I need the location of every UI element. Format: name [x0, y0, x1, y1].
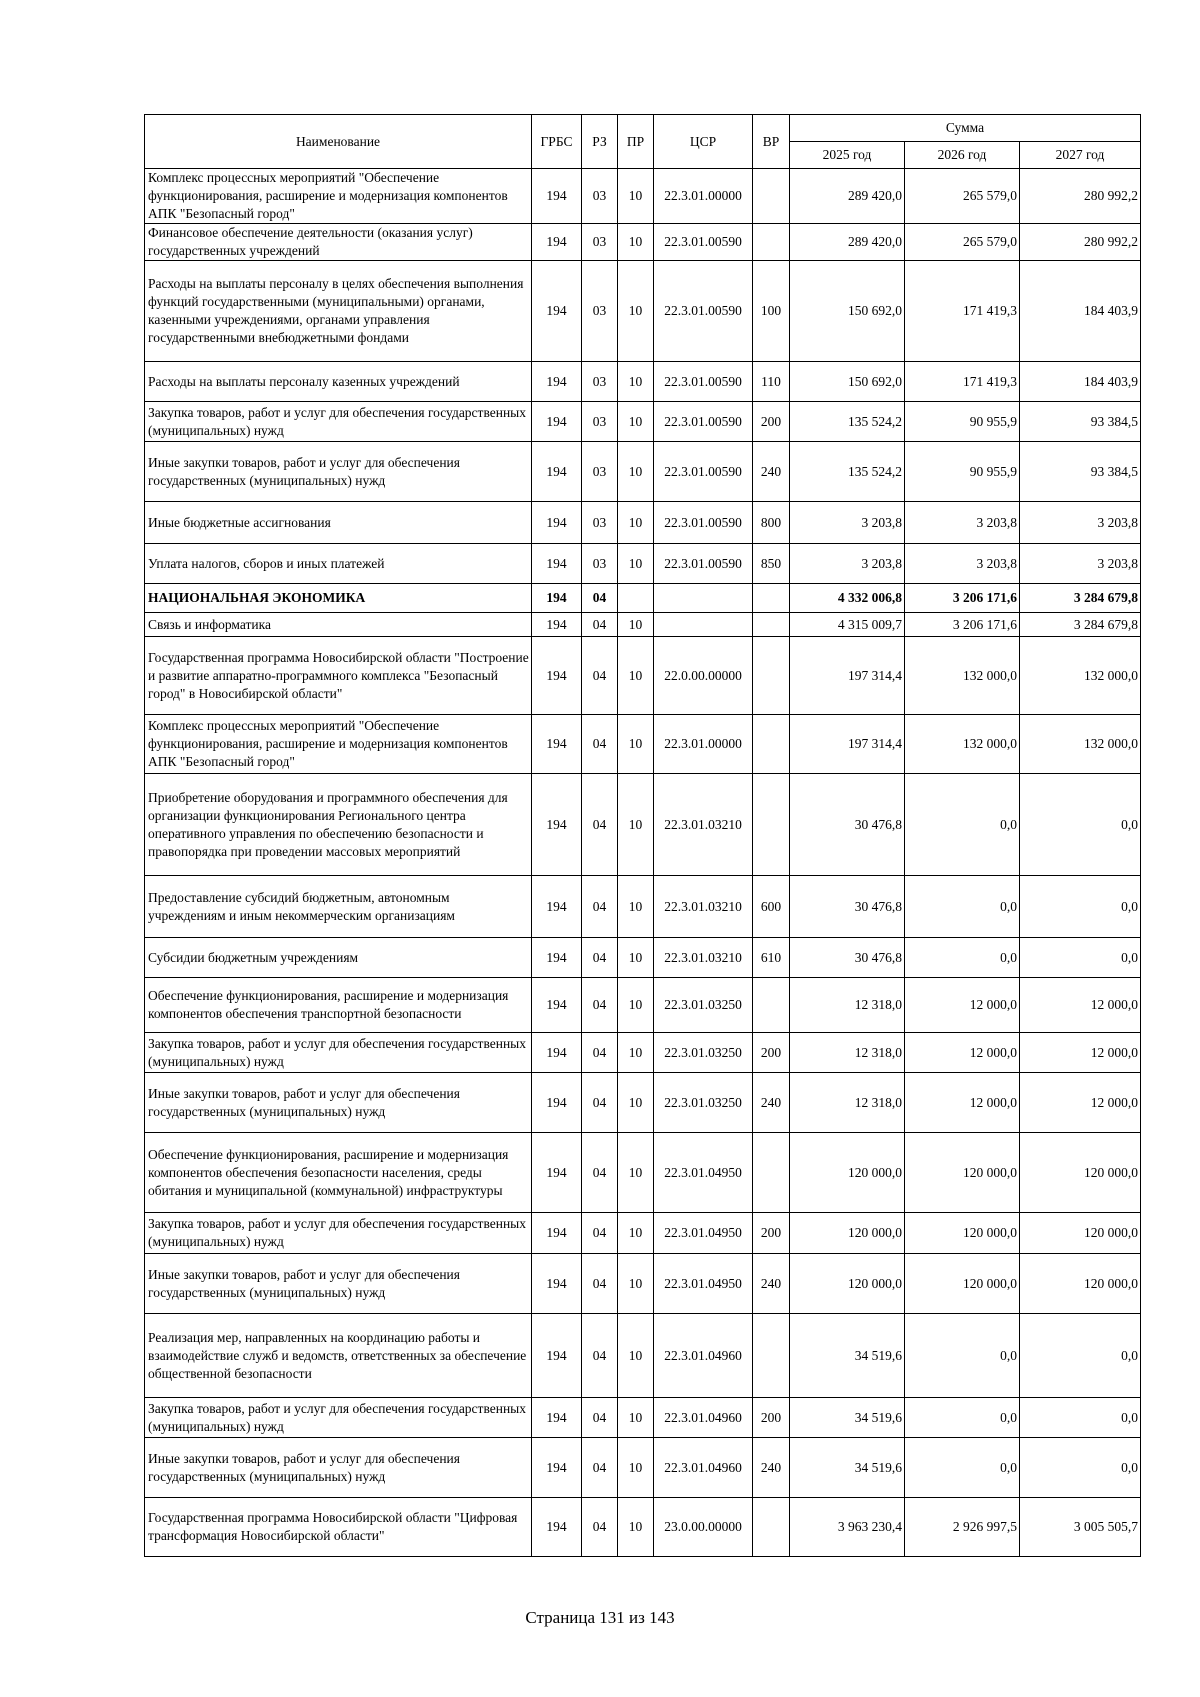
- row-sum-2025-cell: 135 524,2: [790, 442, 905, 502]
- row-grbs-cell: 194: [532, 362, 582, 402]
- row-sum-2025-cell: 197 314,4: [790, 715, 905, 774]
- row-grbs-cell: 194: [532, 876, 582, 938]
- row-sum-2025-cell: 3 203,8: [790, 544, 905, 584]
- row-csr-cell: 22.3.01.00590: [654, 502, 753, 544]
- row-pr-cell: 10: [618, 224, 654, 261]
- row-vr-cell: 800: [753, 502, 790, 544]
- row-sum-2026-cell: 132 000,0: [905, 715, 1020, 774]
- header-sum: Сумма: [790, 115, 1141, 142]
- row-rz-cell: 04: [582, 1213, 618, 1254]
- row-vr-cell: 110: [753, 362, 790, 402]
- row-vr-cell: [753, 637, 790, 715]
- row-name-cell: Иные закупки товаров, работ и услуг для обеспечения государственных (муниципальных) нужд: [145, 1254, 532, 1314]
- row-name-cell: Иные бюджетные ассигнования: [145, 502, 532, 544]
- row-vr-cell: 850: [753, 544, 790, 584]
- row-csr-cell: 22.3.01.00590: [654, 362, 753, 402]
- table-row: [145, 1213, 1141, 1254]
- row-sum-2025-cell: 12 318,0: [790, 1033, 905, 1073]
- row-vr-cell: 240: [753, 1438, 790, 1498]
- row-pr-cell: 10: [618, 637, 654, 715]
- row-grbs-cell: 194: [532, 584, 582, 613]
- row-rz-cell: 03: [582, 502, 618, 544]
- row-rz-cell: 03: [582, 544, 618, 584]
- header-rz: РЗ: [582, 115, 618, 169]
- row-sum-2026-cell: 0,0: [905, 1314, 1020, 1398]
- row-sum-2025-cell: 120 000,0: [790, 1254, 905, 1314]
- row-csr-cell: [654, 584, 753, 613]
- table-row: [145, 1254, 1141, 1314]
- row-sum-2027-cell: 93 384,5: [1020, 402, 1141, 442]
- row-sum-2027-cell: 132 000,0: [1020, 715, 1141, 774]
- row-csr-cell: 22.3.01.04960: [654, 1438, 753, 1498]
- row-sum-2027-cell: 12 000,0: [1020, 1033, 1141, 1073]
- table-row: [145, 876, 1141, 938]
- row-sum-2026-cell: 0,0: [905, 876, 1020, 938]
- row-csr-cell: 22.3.01.03250: [654, 978, 753, 1033]
- row-rz-cell: 04: [582, 774, 618, 876]
- row-vr-cell: 610: [753, 938, 790, 978]
- row-sum-2026-cell: 171 419,3: [905, 261, 1020, 362]
- table-row: [145, 261, 1141, 362]
- row-pr-cell: 10: [618, 362, 654, 402]
- row-sum-2027-cell: 3 203,8: [1020, 544, 1141, 584]
- row-pr-cell: 10: [618, 774, 654, 876]
- row-rz-cell: 04: [582, 1498, 618, 1557]
- row-sum-2026-cell: 3 206 171,6: [905, 613, 1020, 637]
- row-sum-2025-cell: 12 318,0: [790, 978, 905, 1033]
- row-sum-2026-cell: 120 000,0: [905, 1133, 1020, 1213]
- row-grbs-cell: 194: [532, 978, 582, 1033]
- row-sum-2025-cell: 150 692,0: [790, 261, 905, 362]
- row-rz-cell: 03: [582, 261, 618, 362]
- row-sum-2026-cell: 12 000,0: [905, 1073, 1020, 1133]
- row-name-cell: Расходы на выплаты персоналу в целях обеспечения выполнения функций государственными (муниципальными) органами, казенными учреждениями, органами управления государственными внебюджетными фондами: [145, 261, 532, 362]
- budget-table-container: [144, 114, 1140, 1557]
- table-body: [145, 169, 1141, 1557]
- row-csr-cell: 22.3.01.00000: [654, 169, 753, 224]
- row-grbs-cell: 194: [532, 402, 582, 442]
- row-sum-2027-cell: 120 000,0: [1020, 1213, 1141, 1254]
- row-pr-cell: 10: [618, 1133, 654, 1213]
- row-sum-2025-cell: 4 315 009,7: [790, 613, 905, 637]
- row-name-cell: Иные закупки товаров, работ и услуг для обеспечения государственных (муниципальных) нужд: [145, 1438, 532, 1498]
- row-sum-2026-cell: 90 955,9: [905, 402, 1020, 442]
- row-sum-2027-cell: 280 992,2: [1020, 169, 1141, 224]
- row-sum-2026-cell: 265 579,0: [905, 224, 1020, 261]
- row-sum-2027-cell: 0,0: [1020, 1314, 1141, 1398]
- row-rz-cell: 04: [582, 1398, 618, 1438]
- row-sum-2027-cell: 120 000,0: [1020, 1254, 1141, 1314]
- row-rz-cell: 04: [582, 1314, 618, 1398]
- row-sum-2026-cell: 120 000,0: [905, 1254, 1020, 1314]
- row-sum-2027-cell: 0,0: [1020, 774, 1141, 876]
- row-pr-cell: 10: [618, 261, 654, 362]
- row-csr-cell: 22.3.01.03250: [654, 1073, 753, 1133]
- table-row: [145, 224, 1141, 261]
- row-sum-2025-cell: 289 420,0: [790, 169, 905, 224]
- row-pr-cell: 10: [618, 1073, 654, 1133]
- row-sum-2027-cell: 280 992,2: [1020, 224, 1141, 261]
- row-name-cell: Финансовое обеспечение деятельности (оказания услуг) государственных учреждений: [145, 224, 532, 261]
- row-csr-cell: 22.3.01.03250: [654, 1033, 753, 1073]
- table-row: [145, 774, 1141, 876]
- row-rz-cell: 04: [582, 1073, 618, 1133]
- row-sum-2027-cell: 132 000,0: [1020, 637, 1141, 715]
- row-name-cell: Связь и информатика: [145, 613, 532, 637]
- header-year-2025: 2025 год: [790, 142, 905, 169]
- row-pr-cell: 10: [618, 402, 654, 442]
- row-grbs-cell: 194: [532, 774, 582, 876]
- row-vr-cell: 200: [753, 402, 790, 442]
- row-pr-cell: 10: [618, 442, 654, 502]
- row-pr-cell: 10: [618, 613, 654, 637]
- row-name-cell: Закупка товаров, работ и услуг для обеспечения государственных (муниципальных) нужд: [145, 1213, 532, 1254]
- row-sum-2025-cell: 120 000,0: [790, 1133, 905, 1213]
- row-rz-cell: 04: [582, 1254, 618, 1314]
- table-row: [145, 1133, 1141, 1213]
- row-rz-cell: 04: [582, 1438, 618, 1498]
- row-sum-2025-cell: 3 963 230,4: [790, 1498, 905, 1557]
- row-sum-2026-cell: 2 926 997,5: [905, 1498, 1020, 1557]
- row-sum-2026-cell: 0,0: [905, 938, 1020, 978]
- row-csr-cell: 22.3.01.00590: [654, 261, 753, 362]
- row-csr-cell: 22.3.01.00590: [654, 402, 753, 442]
- row-name-cell: Комплекс процессных мероприятий "Обеспечение функционирования, расширение и модернизация компонентов АПК "Безопасный город": [145, 169, 532, 224]
- row-sum-2026-cell: 171 419,3: [905, 362, 1020, 402]
- row-grbs-cell: 194: [532, 613, 582, 637]
- table-row: [145, 169, 1141, 224]
- row-pr-cell: 10: [618, 876, 654, 938]
- row-rz-cell: 03: [582, 224, 618, 261]
- header-csr: ЦСР: [654, 115, 753, 169]
- row-sum-2027-cell: 0,0: [1020, 876, 1141, 938]
- header-year-2027: 2027 год: [1020, 142, 1141, 169]
- row-grbs-cell: 194: [532, 1438, 582, 1498]
- row-csr-cell: [654, 613, 753, 637]
- row-rz-cell: 04: [582, 715, 618, 774]
- row-name-cell: Предоставление субсидий бюджетным, автономным учреждениям и иным некоммерческим организациям: [145, 876, 532, 938]
- row-pr-cell: 10: [618, 544, 654, 584]
- row-csr-cell: 22.3.01.00590: [654, 442, 753, 502]
- row-name-cell: Реализация мер, направленных на координацию работы и взаимодействие служб и ведомств, ответственных за обеспечение общественной безопасности: [145, 1314, 532, 1398]
- row-name-cell: Государственная программа Новосибирской области "Цифровая трансформация Новосибирской области": [145, 1498, 532, 1557]
- row-vr-cell: 200: [753, 1213, 790, 1254]
- table-row: [145, 938, 1141, 978]
- row-rz-cell: 04: [582, 613, 618, 637]
- row-rz-cell: 04: [582, 1033, 618, 1073]
- row-rz-cell: 04: [582, 584, 618, 613]
- row-sum-2025-cell: 34 519,6: [790, 1314, 905, 1398]
- table-row: [145, 1398, 1141, 1438]
- row-csr-cell: 22.3.01.00590: [654, 544, 753, 584]
- row-csr-cell: 22.3.01.03210: [654, 876, 753, 938]
- row-sum-2026-cell: 0,0: [905, 1438, 1020, 1498]
- row-name-cell: Расходы на выплаты персоналу казенных учреждений: [145, 362, 532, 402]
- budget-table: [144, 114, 1141, 1557]
- row-pr-cell: [618, 584, 654, 613]
- row-pr-cell: 10: [618, 502, 654, 544]
- row-vr-cell: [753, 224, 790, 261]
- row-grbs-cell: 194: [532, 1073, 582, 1133]
- row-pr-cell: 10: [618, 1438, 654, 1498]
- row-sum-2025-cell: 4 332 006,8: [790, 584, 905, 613]
- row-name-cell: Государственная программа Новосибирской области "Построение и развитие аппаратно-программного комплекса "Безопасный город" в Новосибирской области": [145, 637, 532, 715]
- row-grbs-cell: 194: [532, 169, 582, 224]
- row-pr-cell: 10: [618, 1213, 654, 1254]
- row-csr-cell: 22.3.01.03210: [654, 774, 753, 876]
- row-rz-cell: 03: [582, 402, 618, 442]
- table-row: [145, 978, 1141, 1033]
- row-sum-2025-cell: 135 524,2: [790, 402, 905, 442]
- row-grbs-cell: 194: [532, 261, 582, 362]
- row-pr-cell: 10: [618, 1398, 654, 1438]
- row-grbs-cell: 194: [532, 1254, 582, 1314]
- row-vr-cell: [753, 584, 790, 613]
- row-sum-2027-cell: 3 284 679,8: [1020, 613, 1141, 637]
- header-year-2026: 2026 год: [905, 142, 1020, 169]
- row-vr-cell: 240: [753, 1073, 790, 1133]
- row-pr-cell: 10: [618, 978, 654, 1033]
- row-pr-cell: 10: [618, 715, 654, 774]
- table-row: [145, 715, 1141, 774]
- row-name-cell: НАЦИОНАЛЬНАЯ ЭКОНОМИКА: [145, 584, 532, 613]
- row-sum-2027-cell: 184 403,9: [1020, 362, 1141, 402]
- row-sum-2027-cell: 12 000,0: [1020, 1073, 1141, 1133]
- row-csr-cell: 22.3.01.04950: [654, 1254, 753, 1314]
- row-sum-2025-cell: 120 000,0: [790, 1213, 905, 1254]
- row-grbs-cell: 194: [532, 544, 582, 584]
- row-name-cell: Иные закупки товаров, работ и услуг для обеспечения государственных (муниципальных) нужд: [145, 1073, 532, 1133]
- table-row: [145, 362, 1141, 402]
- row-vr-cell: [753, 169, 790, 224]
- row-rz-cell: 04: [582, 876, 618, 938]
- row-name-cell: Иные закупки товаров, работ и услуг для обеспечения государственных (муниципальных) нужд: [145, 442, 532, 502]
- row-csr-cell: 22.3.01.04960: [654, 1398, 753, 1438]
- row-csr-cell: 22.3.01.04950: [654, 1133, 753, 1213]
- row-sum-2025-cell: 150 692,0: [790, 362, 905, 402]
- row-sum-2025-cell: 30 476,8: [790, 876, 905, 938]
- row-sum-2026-cell: 132 000,0: [905, 637, 1020, 715]
- table-row: [145, 613, 1141, 637]
- table-row: [145, 1498, 1141, 1557]
- row-grbs-cell: 194: [532, 1498, 582, 1557]
- row-grbs-cell: 194: [532, 1133, 582, 1213]
- row-grbs-cell: 194: [532, 502, 582, 544]
- row-sum-2027-cell: 3 005 505,7: [1020, 1498, 1141, 1557]
- row-sum-2025-cell: 3 203,8: [790, 502, 905, 544]
- row-sum-2027-cell: 93 384,5: [1020, 442, 1141, 502]
- row-sum-2025-cell: 30 476,8: [790, 938, 905, 978]
- row-sum-2025-cell: 30 476,8: [790, 774, 905, 876]
- row-sum-2026-cell: 90 955,9: [905, 442, 1020, 502]
- row-grbs-cell: 194: [532, 938, 582, 978]
- row-sum-2026-cell: 120 000,0: [905, 1213, 1020, 1254]
- row-vr-cell: 200: [753, 1033, 790, 1073]
- row-sum-2026-cell: 12 000,0: [905, 978, 1020, 1033]
- row-vr-cell: 240: [753, 1254, 790, 1314]
- table-row: [145, 1073, 1141, 1133]
- row-vr-cell: [753, 1498, 790, 1557]
- row-name-cell: Обеспечение функционирования, расширение и модернизация компонентов обеспечения безопасности населения, среды обитания и муниципальной (коммунальной) инфраструктуры: [145, 1133, 532, 1213]
- row-sum-2026-cell: 3 206 171,6: [905, 584, 1020, 613]
- row-csr-cell: 22.3.01.00590: [654, 224, 753, 261]
- row-sum-2027-cell: 0,0: [1020, 938, 1141, 978]
- table-row: [145, 544, 1141, 584]
- row-rz-cell: 04: [582, 1133, 618, 1213]
- row-rz-cell: 03: [582, 362, 618, 402]
- row-name-cell: Приобретение оборудования и программного обеспечения для организации функционирования Регионального центра оперативного управления по обеспечению безопасности и правопорядка при проведении массовых мероприятий: [145, 774, 532, 876]
- row-name-cell: Субсидии бюджетным учреждениям: [145, 938, 532, 978]
- row-grbs-cell: 194: [532, 637, 582, 715]
- row-csr-cell: 22.3.01.03210: [654, 938, 753, 978]
- table-row: [145, 1314, 1141, 1398]
- row-pr-cell: 10: [618, 1033, 654, 1073]
- row-pr-cell: 10: [618, 938, 654, 978]
- row-name-cell: Уплата налогов, сборов и иных платежей: [145, 544, 532, 584]
- row-grbs-cell: 194: [532, 1213, 582, 1254]
- header-vr: ВР: [753, 115, 790, 169]
- row-vr-cell: [753, 715, 790, 774]
- row-grbs-cell: 194: [532, 442, 582, 502]
- row-sum-2027-cell: 12 000,0: [1020, 978, 1141, 1033]
- row-grbs-cell: 194: [532, 1398, 582, 1438]
- row-name-cell: Обеспечение функционирования, расширение и модернизация компонентов обеспечения транспортной безопасности: [145, 978, 532, 1033]
- page-number: Страница 131 из 143: [525, 1608, 675, 1627]
- row-sum-2026-cell: 0,0: [905, 1398, 1020, 1438]
- row-name-cell: Закупка товаров, работ и услуг для обеспечения государственных (муниципальных) нужд: [145, 402, 532, 442]
- row-vr-cell: 600: [753, 876, 790, 938]
- row-sum-2026-cell: 3 203,8: [905, 502, 1020, 544]
- row-name-cell: Закупка товаров, работ и услуг для обеспечения государственных (муниципальных) нужд: [145, 1398, 532, 1438]
- row-sum-2026-cell: 12 000,0: [905, 1033, 1020, 1073]
- row-pr-cell: 10: [618, 169, 654, 224]
- row-vr-cell: [753, 978, 790, 1033]
- row-csr-cell: 22.3.01.04960: [654, 1314, 753, 1398]
- row-csr-cell: 22.3.01.00000: [654, 715, 753, 774]
- header-name: Наименование: [145, 115, 532, 169]
- row-rz-cell: 03: [582, 169, 618, 224]
- table-header: [145, 115, 1141, 169]
- table-row: [145, 402, 1141, 442]
- row-name-cell: Комплекс процессных мероприятий "Обеспечение функционирования, расширение и модернизация компонентов АПК "Безопасный город": [145, 715, 532, 774]
- row-vr-cell: [753, 774, 790, 876]
- table-row: [145, 442, 1141, 502]
- row-vr-cell: 240: [753, 442, 790, 502]
- row-rz-cell: 04: [582, 637, 618, 715]
- row-sum-2027-cell: 3 284 679,8: [1020, 584, 1141, 613]
- row-sum-2025-cell: 197 314,4: [790, 637, 905, 715]
- table-row: [145, 502, 1141, 544]
- row-rz-cell: 04: [582, 978, 618, 1033]
- row-sum-2025-cell: 34 519,6: [790, 1398, 905, 1438]
- table-row: [145, 584, 1141, 613]
- table-row: [145, 637, 1141, 715]
- row-vr-cell: [753, 613, 790, 637]
- row-sum-2026-cell: 265 579,0: [905, 169, 1020, 224]
- row-sum-2025-cell: 34 519,6: [790, 1438, 905, 1498]
- row-vr-cell: [753, 1314, 790, 1398]
- row-sum-2026-cell: 3 203,8: [905, 544, 1020, 584]
- header-grbs: ГРБС: [532, 115, 582, 169]
- row-pr-cell: 10: [618, 1254, 654, 1314]
- row-grbs-cell: 194: [532, 224, 582, 261]
- header-pr: ПР: [618, 115, 654, 169]
- row-grbs-cell: 194: [532, 1314, 582, 1398]
- row-sum-2027-cell: 0,0: [1020, 1438, 1141, 1498]
- row-rz-cell: 03: [582, 442, 618, 502]
- row-vr-cell: [753, 1133, 790, 1213]
- row-grbs-cell: 194: [532, 715, 582, 774]
- table-row: [145, 1033, 1141, 1073]
- row-sum-2026-cell: 0,0: [905, 774, 1020, 876]
- row-csr-cell: 22.0.00.00000: [654, 637, 753, 715]
- row-csr-cell: 23.0.00.00000: [654, 1498, 753, 1557]
- table-row: [145, 1438, 1141, 1498]
- row-sum-2025-cell: 289 420,0: [790, 224, 905, 261]
- row-rz-cell: 04: [582, 938, 618, 978]
- row-sum-2027-cell: 0,0: [1020, 1398, 1141, 1438]
- row-sum-2025-cell: 12 318,0: [790, 1073, 905, 1133]
- row-vr-cell: 200: [753, 1398, 790, 1438]
- row-name-cell: Закупка товаров, работ и услуг для обеспечения государственных (муниципальных) нужд: [145, 1033, 532, 1073]
- row-grbs-cell: 194: [532, 1033, 582, 1073]
- row-pr-cell: 10: [618, 1314, 654, 1398]
- row-sum-2027-cell: 184 403,9: [1020, 261, 1141, 362]
- row-sum-2027-cell: 120 000,0: [1020, 1133, 1141, 1213]
- row-csr-cell: 22.3.01.04950: [654, 1213, 753, 1254]
- row-sum-2027-cell: 3 203,8: [1020, 502, 1141, 544]
- row-vr-cell: 100: [753, 261, 790, 362]
- row-pr-cell: 10: [618, 1498, 654, 1557]
